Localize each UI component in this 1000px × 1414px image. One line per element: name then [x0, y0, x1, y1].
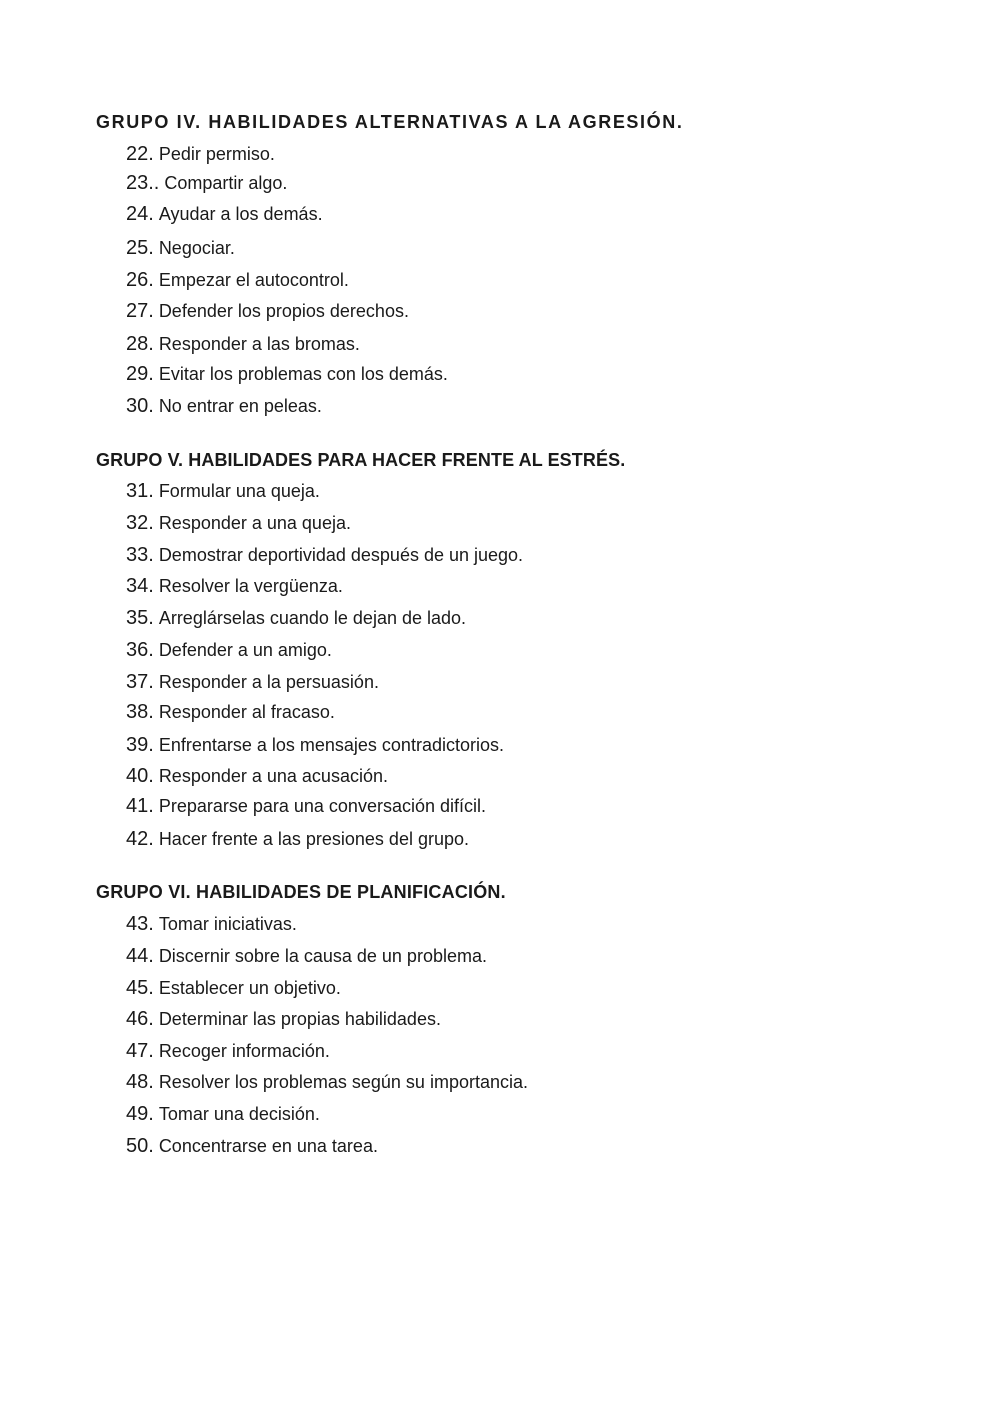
item-number: 30. — [126, 395, 154, 417]
item-number: 35. — [126, 607, 154, 629]
item-text: Negociar. — [158, 238, 235, 258]
item-number: 43. — [126, 913, 154, 935]
item-text: Pedir permiso. — [158, 144, 275, 164]
list-item — [126, 701, 335, 723]
list-item — [126, 734, 504, 756]
item-number: 28. — [126, 333, 154, 355]
list-item — [126, 512, 351, 534]
item-text: Ayudar a los demás. — [158, 204, 323, 224]
list-item — [126, 143, 275, 165]
list-item — [126, 828, 469, 850]
item-text: Resolver los problemas según su importancia. — [158, 1072, 528, 1092]
item-text: Empezar el autocontrol. — [158, 270, 349, 290]
item-text: Establecer un objetivo. — [158, 978, 341, 998]
item-number: 22. — [126, 143, 154, 165]
list-item — [126, 913, 297, 935]
list-item — [126, 544, 523, 566]
item-text: Responder al fracaso. — [158, 702, 335, 722]
item-text: Enfrentarse a los mensajes contradictorios. — [158, 735, 504, 755]
item-number: 33. — [126, 544, 154, 566]
item-number: 41. — [126, 795, 154, 817]
item-text: Responder a las bromas. — [158, 334, 360, 354]
item-number: 26. — [126, 269, 154, 291]
list-item — [126, 363, 448, 385]
list-item — [126, 203, 323, 225]
list-item — [126, 172, 287, 194]
item-number: 23.. — [126, 172, 160, 194]
item-number: 50. — [126, 1135, 154, 1157]
group-v-section — [96, 449, 956, 850]
item-number: 36. — [126, 639, 154, 661]
item-number: 37. — [126, 671, 154, 693]
list-item — [126, 1008, 441, 1030]
item-number: 49. — [126, 1103, 154, 1125]
group-vi-section — [96, 881, 956, 1157]
list-item — [126, 1040, 330, 1062]
list-item — [126, 395, 322, 417]
item-number: 31. — [126, 480, 154, 502]
item-number: 42. — [126, 828, 154, 850]
item-number: 48. — [126, 1071, 154, 1093]
item-text: Compartir algo. — [164, 173, 288, 193]
list-item — [126, 300, 409, 322]
list-item — [126, 795, 486, 817]
item-number: 24. — [126, 203, 154, 225]
list-item — [126, 333, 360, 355]
list-item — [126, 607, 466, 629]
item-number: 32. — [126, 512, 154, 534]
list-item — [126, 945, 487, 967]
item-number: 44. — [126, 945, 154, 967]
item-text: Evitar los problemas con los demás. — [158, 364, 448, 384]
list-item — [126, 765, 388, 787]
item-number: 45. — [126, 977, 154, 999]
item-number: 40. — [126, 765, 154, 787]
item-text: Tomar una decisión. — [158, 1104, 320, 1124]
group-iv-title: GRUPO IV. HABILIDADES ALTERNATIVAS A LA AGRESIÓN. — [96, 112, 684, 132]
list-item — [126, 480, 320, 502]
item-number: 29. — [126, 363, 154, 385]
list-item — [126, 575, 343, 597]
item-text: Determinar las propias habilidades. — [158, 1009, 441, 1029]
item-number: 27. — [126, 300, 154, 322]
item-text: Discernir sobre la causa de un problema. — [158, 946, 487, 966]
item-number: 34. — [126, 575, 154, 597]
group-v-title: GRUPO V. HABILIDADES PARA HACER FRENTE AL ESTRÉS. — [96, 450, 626, 470]
list-item — [126, 1135, 378, 1157]
item-number: 25. — [126, 237, 154, 259]
group-vi-title: GRUPO VI. HABILIDADES DE PLANIFICACIÓN. — [96, 882, 506, 902]
item-text: Defender a un amigo. — [158, 640, 332, 660]
group-iv-section — [96, 111, 956, 417]
list-item — [126, 237, 235, 259]
item-text: Resolver la vergüenza. — [158, 576, 343, 596]
item-text: Arreglárselas cuando le dejan de lado. — [158, 608, 467, 628]
list-item — [126, 1103, 320, 1125]
list-item — [126, 1071, 528, 1093]
item-number: 38. — [126, 701, 154, 723]
item-text: Hacer frente a las presiones del grupo. — [158, 829, 469, 849]
item-text: Recoger información. — [158, 1041, 330, 1061]
item-text: Responder a una queja. — [158, 513, 351, 533]
item-text: Responder a una acusación. — [158, 766, 388, 786]
item-text: No entrar en peleas. — [158, 396, 322, 416]
list-item — [126, 639, 332, 661]
item-text: Prepararse para una conversación difícil. — [158, 796, 486, 816]
item-text: Responder a la persuasión. — [158, 672, 379, 692]
item-text: Tomar iniciativas. — [158, 914, 297, 934]
list-item — [126, 269, 349, 291]
item-number: 39. — [126, 734, 154, 756]
item-text: Formular una queja. — [158, 481, 320, 501]
item-number: 46. — [126, 1008, 154, 1030]
item-text: Concentrarse en una tarea. — [158, 1136, 378, 1156]
list-item — [126, 977, 341, 999]
item-text: Defender los propios derechos. — [158, 301, 409, 321]
item-text: Demostrar deportividad después de un juego. — [158, 545, 524, 565]
list-item — [126, 671, 379, 693]
item-number: 47. — [126, 1040, 154, 1062]
